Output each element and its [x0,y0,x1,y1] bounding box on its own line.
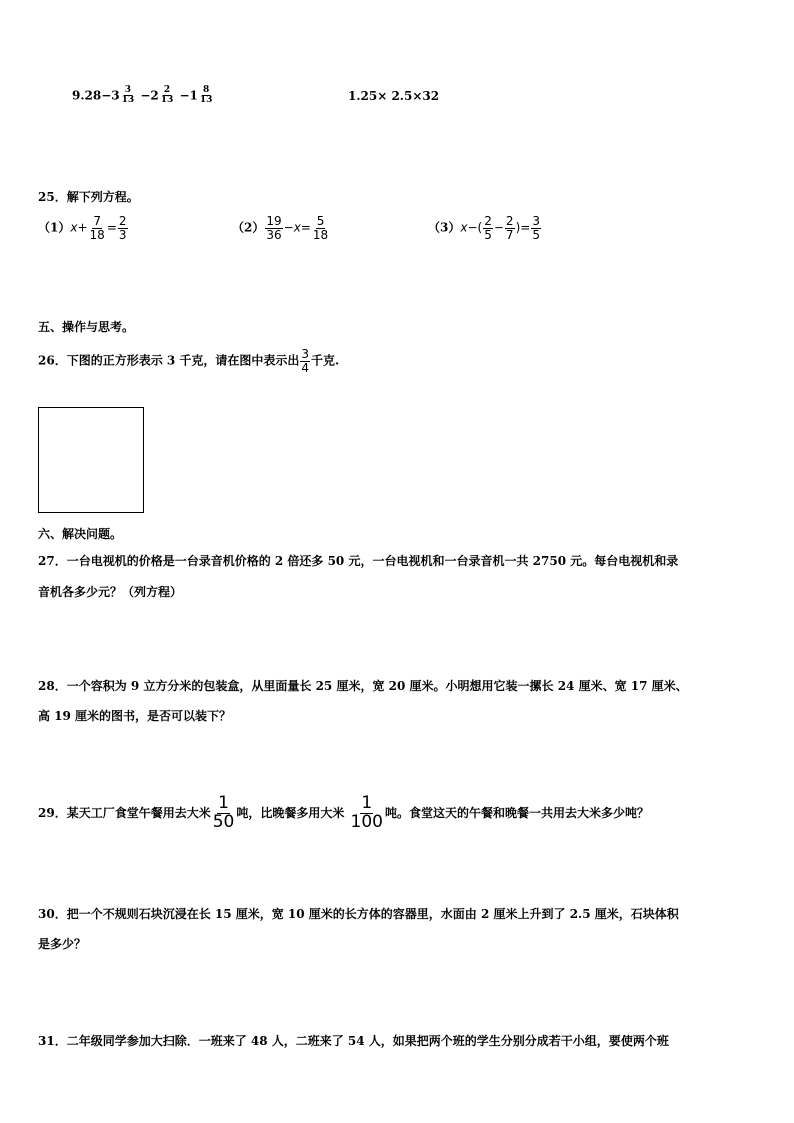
numerator: 3 [532,214,540,228]
numerator: 7 [93,214,101,228]
operator: − [493,220,504,235]
denominator: 5 [484,227,492,242]
operator: + [77,220,88,235]
q29-text-mid: 吨，比晚餐多用大米 [236,805,349,820]
denominator: 36 [266,227,282,242]
q29-text: 29．某天工厂食堂午餐用去大米 [38,805,211,820]
fraction [199,86,214,106]
calc-expression-2: 1.25× 2.5×32 [348,89,440,103]
fraction [350,795,384,832]
equation-3 [428,215,542,241]
close-paren: ) [515,220,521,235]
fraction [483,215,493,241]
numerator: 1 [218,793,229,813]
question-27-line-1: 27．一台电视机的价格是一台录音机价格的 2 倍还多 50 元，一台电视机和一台录音机一共 2750 元。每台电视机和录 [38,554,679,568]
calc-expression-1 [72,86,214,106]
denominator: 18 [312,227,329,242]
equals-sign: = [300,220,311,235]
equals-sign: = [106,220,117,235]
numerator: 8 [203,85,210,95]
section-6-heading: 六、解决问题。 [38,527,123,541]
fraction [121,86,136,106]
operator: −( [467,220,483,235]
equation-label: （2） [232,220,265,235]
question-30-line-1: 30．把一个不规则石块沉浸在长 15 厘米，宽 10 厘米的长方体的容器里，水面由 2 厘米上升到了 2.5 厘米，石块体积 [38,907,679,921]
denominator: 5 [532,227,540,242]
denominator: 3 [118,227,127,242]
question-28-line-2: 高 19 厘米的图书，是否可以装下？ [38,709,232,723]
denominator: 4 [301,360,310,375]
numerator: 1 [361,793,373,813]
equation-label: （3） [428,220,461,235]
question-30-line-2: 是多少？ [38,937,87,951]
equation-2 [232,215,330,241]
fraction [300,348,310,374]
denominator: 13 [121,95,135,106]
numerator: 2 [163,85,171,95]
denominator: 18 [89,227,105,242]
expr1-minus-2: −2 [136,88,159,103]
q26-text-end: 千克. [311,353,340,368]
denominator: 7 [505,227,514,242]
fraction [118,215,128,241]
numerator: 2 [505,214,514,228]
numerator: 3 [124,85,132,95]
numerator: 2 [484,214,492,228]
denominator: 13 [160,95,174,106]
numerator: 2 [118,214,127,228]
fraction [531,215,541,241]
denominator: 100 [350,811,383,832]
fraction [89,215,106,241]
fraction [265,215,282,241]
numerator: 5 [316,214,325,228]
expr1-minus-1: −1 [175,88,198,103]
question-28-line-1: 28．一个容积为 9 立方分米的包装盒，从里面量长 25 厘米，宽 20 厘米。小明想用它装一摞长 24 厘米、宽 17 厘米、 [38,679,688,693]
question-25-title: 25．解下列方程。 [38,190,139,204]
equation-1 [38,215,129,241]
operator: − [283,220,294,235]
question-26 [38,348,339,374]
fraction [160,86,175,106]
fraction [505,215,515,241]
question-31-line-1: 31．二年级同学参加大扫除．一班来了 48 人，二班来了 54 人，如果把两个班的学生分别分成若干小组，要使两个班 [38,1034,669,1048]
numerator: 3 [301,347,310,361]
fraction [212,795,236,832]
numerator: 19 [266,214,282,228]
question-27-line-2: 音机各多少元？（列方程） [38,585,183,599]
equals-sign: = [520,220,531,235]
variable: x [70,220,78,235]
square-figure[interactable] [38,407,144,513]
variable: x [293,220,301,235]
denominator: 50 [212,811,235,832]
fraction [312,215,329,241]
expr1-lead: 9.28−3 [72,88,120,103]
variable: x [460,220,468,235]
section-5-heading: 五、操作与思考。 [38,320,135,334]
q26-text: 26．下图的正方形表示 3 千克，请在图中表示出 [38,353,300,368]
denominator: 13 [199,95,213,106]
equation-label: （1） [38,220,71,235]
q29-text-end: 吨。食堂这天的午餐和晚餐一共用去大米多少吨？ [384,805,649,820]
question-29 [38,795,649,832]
